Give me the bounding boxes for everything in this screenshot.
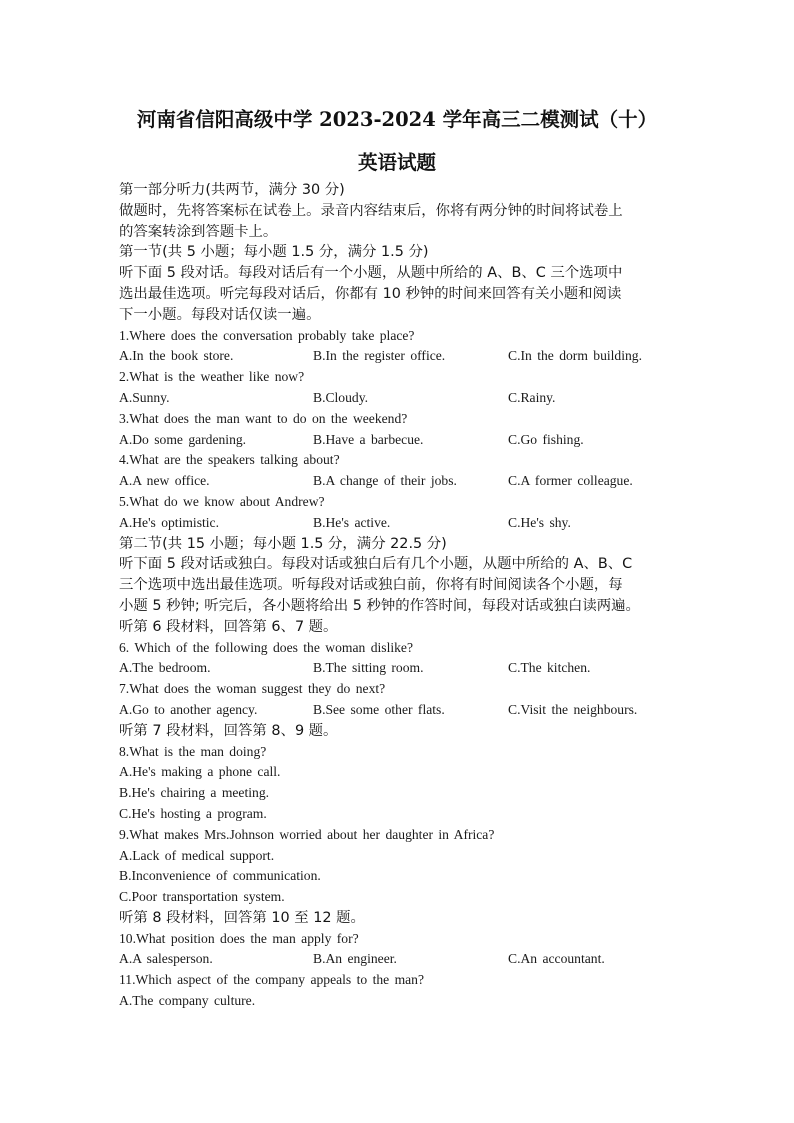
part1-intro-line-1: 做题时，先将答案标在试卷上。录音内容结束后，你将有两分钟的时间将试卷上	[119, 202, 623, 219]
section2-instruction-line-1: 听下面 5 段对话或独白。每段对话或独白后有几个小题，从题中所给的 A、B、C	[119, 556, 633, 573]
q9-option-b: B.Inconvenience of communication.	[119, 868, 321, 884]
q4-option-a: A.A new office.	[119, 473, 210, 489]
question-5-options	[119, 513, 679, 534]
q6-option-b: B.The sitting room.	[313, 660, 424, 676]
q5-option-c: C.He's shy.	[508, 514, 571, 530]
q4-option-b: B.A change of their jobs.	[313, 473, 457, 489]
q3-option-c: C.Go fishing.	[508, 431, 584, 447]
question-10-options	[119, 949, 679, 970]
question-11: 11.Which aspect of the company appeals to the man?	[119, 972, 425, 988]
part1-intro-line-2: 的答案转涂到答题卡上。	[119, 223, 278, 240]
q1-option-b: B.In the register office.	[313, 348, 446, 364]
q5-option-b: B.He's active.	[313, 514, 391, 530]
section1-instruction-line-1: 听下面 5 段对话。每段对话后有一个小题，从题中所给的 A、B、C 三个选项中	[119, 265, 623, 282]
exam-subtitle: 英语试题	[357, 151, 436, 174]
question-6: 6. Which of the following does the woman dislike?	[119, 639, 413, 655]
material-8-heading: 听第 8 段材料，回答第 10 至 12 题。	[119, 909, 365, 926]
q10-option-b: B.An engineer.	[313, 951, 397, 967]
material-7-heading: 听第 7 段材料，回答第 8、9 题。	[119, 722, 338, 739]
section2-instruction-line-3: 小题 5 秒钟; 听完后，各小题将给出 5 秒钟的作答时间，每段对话或独白读两遍。	[119, 597, 640, 614]
question-6-options	[119, 658, 679, 679]
question-4: 4.What are the speakers talking about?	[119, 452, 340, 468]
q3-option-b: B.Have a barbecue.	[313, 431, 424, 447]
question-5: 5.What do we know about Andrew?	[119, 493, 325, 509]
q7-option-c: C.Visit the neighbours.	[508, 701, 638, 717]
q2-option-c: C.Rainy.	[508, 389, 556, 405]
section2-instruction-line-2: 三个选项中选出最佳选项。听每段对话或独白前，你将有时间阅读各个小题，每	[119, 577, 623, 594]
q1-option-c: C.In the dorm building.	[508, 348, 642, 364]
material-6-heading: 听第 6 段材料，回答第 6、7 题。	[119, 618, 338, 635]
question-9: 9.What makes Mrs.Johnson worried about her daughter in Africa?	[119, 826, 495, 842]
question-3-options	[119, 430, 679, 451]
q7-option-b: B.See some other flats.	[313, 701, 445, 717]
question-4-options	[119, 471, 679, 492]
question-7-options	[119, 700, 679, 721]
q10-option-a: A.A salesperson.	[119, 951, 213, 967]
q10-option-c: C.An accountant.	[508, 951, 605, 967]
question-2: 2.What is the weather like now?	[119, 369, 305, 385]
q5-option-a: A.He's optimistic.	[119, 514, 219, 530]
q11-option-a: A.The company culture.	[119, 993, 256, 1009]
part1-heading: 第一部分听力(共两节，满分 30 分)	[119, 182, 345, 198]
question-3: 3.What does the man want to do on the weekend?	[119, 410, 408, 426]
q8-option-b: B.He's chairing a meeting.	[119, 785, 270, 801]
q9-option-c: C.Poor transportation system.	[119, 889, 285, 905]
section1-instruction-line-2: 选出最佳选项。听完每段对话后，你都有 10 秒钟的时间来回答有关小题和阅读	[119, 285, 622, 302]
q3-option-a: A.Do some gardening.	[119, 431, 247, 447]
section2-heading: 第二节(共 15 小题；每小题 1.5 分，满分 22.5 分)	[119, 535, 447, 552]
q8-option-c: C.He's hosting a program.	[119, 805, 267, 821]
question-8: 8.What is the man doing?	[119, 743, 267, 759]
q6-option-c: C.The kitchen.	[508, 660, 591, 676]
question-1: 1.Where does the conversation probably take place?	[119, 327, 415, 343]
exam-title: 河南省信阳高级中学 2023-2024 学年高三二模测试（十）	[136, 108, 658, 131]
exam-content	[119, 180, 679, 1012]
q2-option-a: A.Sunny.	[119, 389, 170, 405]
q4-option-c: C.A former colleague.	[508, 473, 633, 489]
section1-heading: 第一节(共 5 小题；每小题 1.5 分，满分 1.5 分)	[119, 244, 429, 261]
q9-option-a: A.Lack of medical support.	[119, 847, 275, 863]
section1-instruction-line-3: 下一小题。每段对话仅读一遍。	[119, 306, 321, 323]
question-7: 7.What does the woman suggest they do next?	[119, 681, 386, 697]
q7-option-a: A.Go to another agency.	[119, 701, 258, 717]
q8-option-a: A.He's making a phone call.	[119, 764, 281, 780]
question-1-options	[119, 346, 679, 367]
question-2-options	[119, 388, 679, 409]
question-10: 10.What position does the man apply for?	[119, 930, 359, 946]
q2-option-b: B.Cloudy.	[313, 389, 369, 405]
q1-option-a: A.In the book store.	[119, 348, 234, 364]
q6-option-a: A.The bedroom.	[119, 660, 211, 676]
